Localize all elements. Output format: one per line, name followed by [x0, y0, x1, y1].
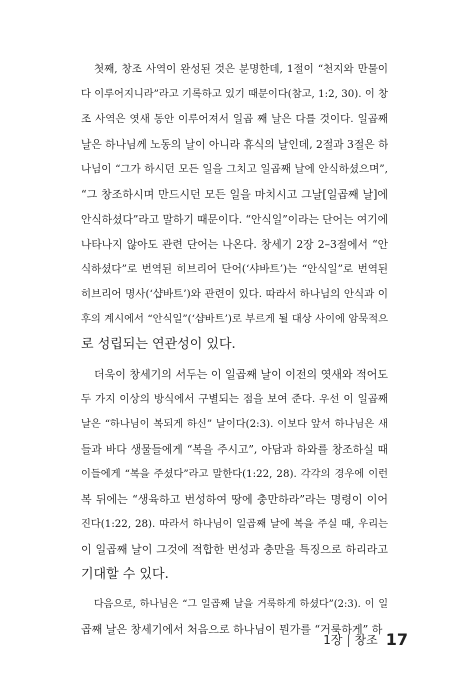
text-line: 이들에게 “복을 주셨다”라고 말한다(1:22, 28). 각각의 경우에 이런: [81, 468, 388, 480]
text-line: 곱째 날은 창세기에서 처음으로 하나님이 뭔가를 “거룩하게” 하: [81, 623, 383, 636]
text-line: “그 창조하시며 만드시던 모든 일을 마치시고 그날[일곱째 날]에: [81, 188, 388, 201]
footer-chapter: 1장: [323, 633, 343, 647]
text-line: 후의 계시에서 “안식일”(‘샵바트’)로 부르게 될 대상 사이에 암묵적으: [81, 313, 388, 325]
text-line: 날은 하나님께 노동의 날이 아니라 휴식의 날인데, 2절과 3절은 하: [81, 138, 388, 151]
footer-separator: |: [346, 633, 351, 647]
text-line: 나타나지 않아도 관련 단어는 나온다. 창세기 2장 2–3절에서 “안: [81, 238, 388, 251]
text-line: 식하셨다”로 번역된 히브리어 단어(‘샤바트’)는 “안식일”로 번역된: [81, 263, 388, 275]
text-line: 다 이루어지니라”라고 기록하고 있기 때문이다(참고, 1:2, 30). 이 창: [81, 88, 388, 100]
text-line: 로 성립되는 연관성이 있다.: [81, 337, 236, 352]
text-line: 다음으로, 하나님은 “그 일곱째 날을 거룩하게 하셨다”(2:3). 이 일: [94, 599, 388, 610]
body-text: [81, 57, 388, 642]
text-line: 진다(1:22, 28). 따라서 하나님이 일곱째 날에 복을 주실 때, 우리는: [81, 518, 388, 530]
text-line: 더욱이 창세기의 서두는 이 일곱째 날이 이전의 엿새와 적어도: [94, 368, 388, 381]
text-line: 들과 바다 생물들에게 “복을 주시고”, 아담과 하와를 창조하실 때: [81, 443, 388, 456]
text-line: 두 가지 이상의 방식에서 구별되는 점을 보여 준다. 우선 이 일곱째: [81, 393, 388, 405]
page-number: 17: [385, 630, 408, 649]
text-line: 안식하셨다”라고 말하기 때문이다. “안식일”이라는 단어는 여기에: [81, 213, 388, 226]
text-line: 복 뒤에는 “생육하고 번성하여 땅에 충만하라”라는 명령이 이어: [81, 493, 388, 506]
text-line: 히브리어 명사(‘샵바트’)와 관련이 있다. 따라서 하나님의 안식과 이: [81, 288, 388, 300]
text-line: 날은 “하나님이 복되게 하신” 날이다(2:3). 이보다 앞서 하나님은 새: [81, 418, 388, 430]
text-line: 조 사역은 엿새 동안 이루어져서 일곱 째 날은 다를 것이다. 일곱째: [81, 113, 388, 125]
footer-section: 창조: [354, 633, 378, 647]
text-line: 기대할 수 있다.: [81, 567, 169, 582]
text-line: 첫째, 창조 사역이 완성된 것은 분명한데, 1절이 “천지와 만물이: [94, 63, 388, 75]
text-line: 나님이 “그가 하시던 모든 일을 그치고 일곱째 날에 안식하셨으며”,: [81, 163, 388, 175]
running-footer: [323, 630, 408, 649]
text-line: 이 일곱째 날이 그것에 적합한 번성과 충만을 특징으로 하리라고: [81, 543, 388, 556]
